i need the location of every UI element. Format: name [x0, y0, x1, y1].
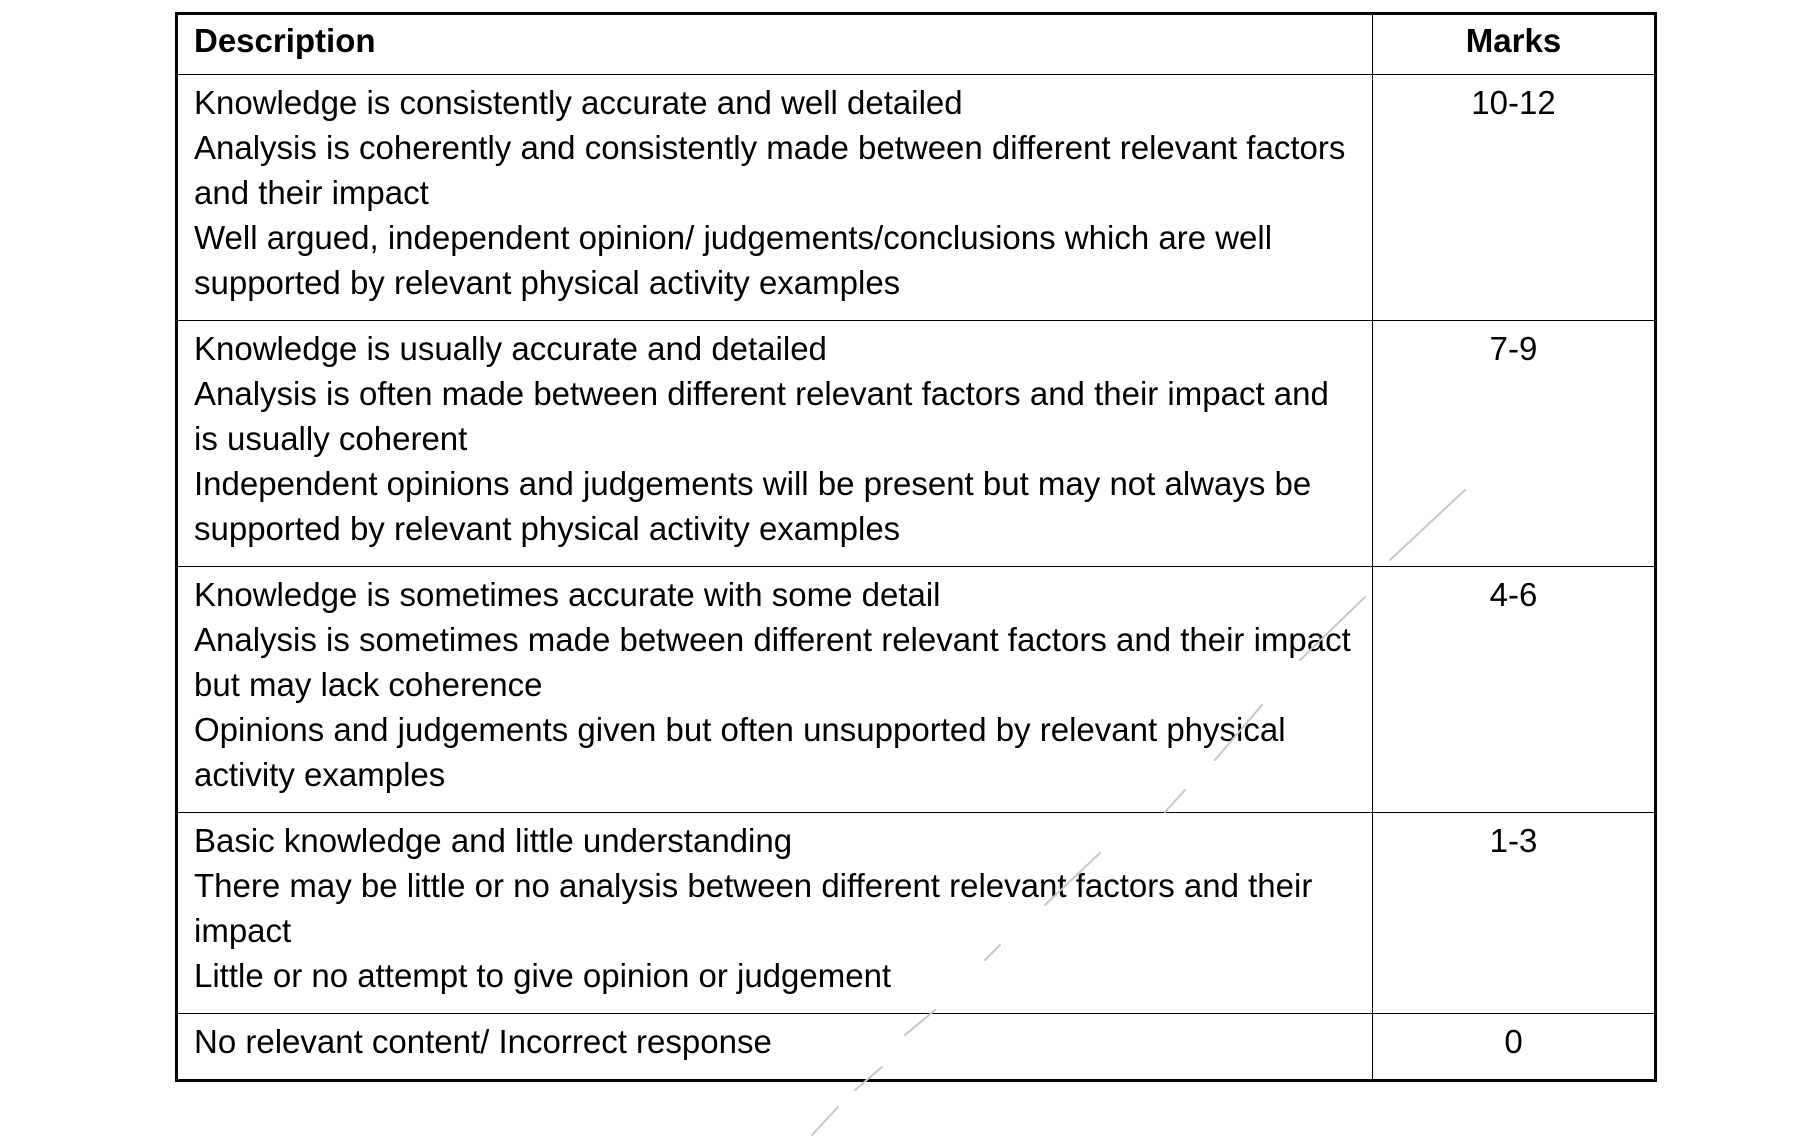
criterion-line: Knowledge is usually accurate and detailed	[194, 330, 827, 367]
criterion-line: Well argued, independent opinion/ judgements/conclusions which are well supported by relevant physical activity examples	[194, 219, 1273, 301]
criterion-line: There may be little or no analysis between different relevant factors and their impact	[194, 867, 1313, 949]
table-header-row	[177, 14, 1656, 75]
description-header: Description	[177, 14, 1373, 75]
description-cell	[177, 321, 1373, 567]
marks-header: Marks	[1373, 14, 1656, 75]
marks-cell: 0	[1373, 1014, 1656, 1081]
table-row	[177, 1014, 1656, 1081]
description-cell	[177, 1014, 1373, 1081]
marks-cell: 10-12	[1373, 75, 1656, 321]
description-cell	[177, 567, 1373, 813]
table-row	[177, 567, 1656, 813]
criterion-line: Analysis is often made between different relevant factors and their impact and is usually coherent	[194, 375, 1329, 457]
table-row	[177, 813, 1656, 1014]
description-cell	[177, 75, 1373, 321]
criterion-line: Knowledge is sometimes accurate with some detail	[194, 576, 941, 613]
criterion-line: Analysis is coherently and consistently made between different relevant factors and their impact	[194, 129, 1346, 211]
criterion-line: Opinions and judgements given but often unsupported by relevant physical activity examples	[194, 711, 1286, 793]
description-cell	[177, 813, 1373, 1014]
criterion-line: Analysis is sometimes made between different relevant factors and their impact but may lack coherence	[194, 621, 1351, 703]
table-row	[177, 321, 1656, 567]
criterion-line: No relevant content/ Incorrect response	[194, 1023, 772, 1060]
marks-cell: 4-6	[1373, 567, 1656, 813]
table-row	[177, 75, 1656, 321]
marks-cell: 1-3	[1373, 813, 1656, 1014]
criterion-line: Basic knowledge and little understanding	[194, 822, 793, 859]
criterion-line: Independent opinions and judgements will be present but may not always be supported by relevant physical activity examples	[194, 465, 1312, 547]
criterion-line: Little or no attempt to give opinion or judgement	[194, 957, 892, 994]
mark-scheme-table	[175, 12, 1657, 1082]
criterion-line: Knowledge is consistently accurate and well detailed	[194, 84, 963, 121]
marks-cell: 7-9	[1373, 321, 1656, 567]
